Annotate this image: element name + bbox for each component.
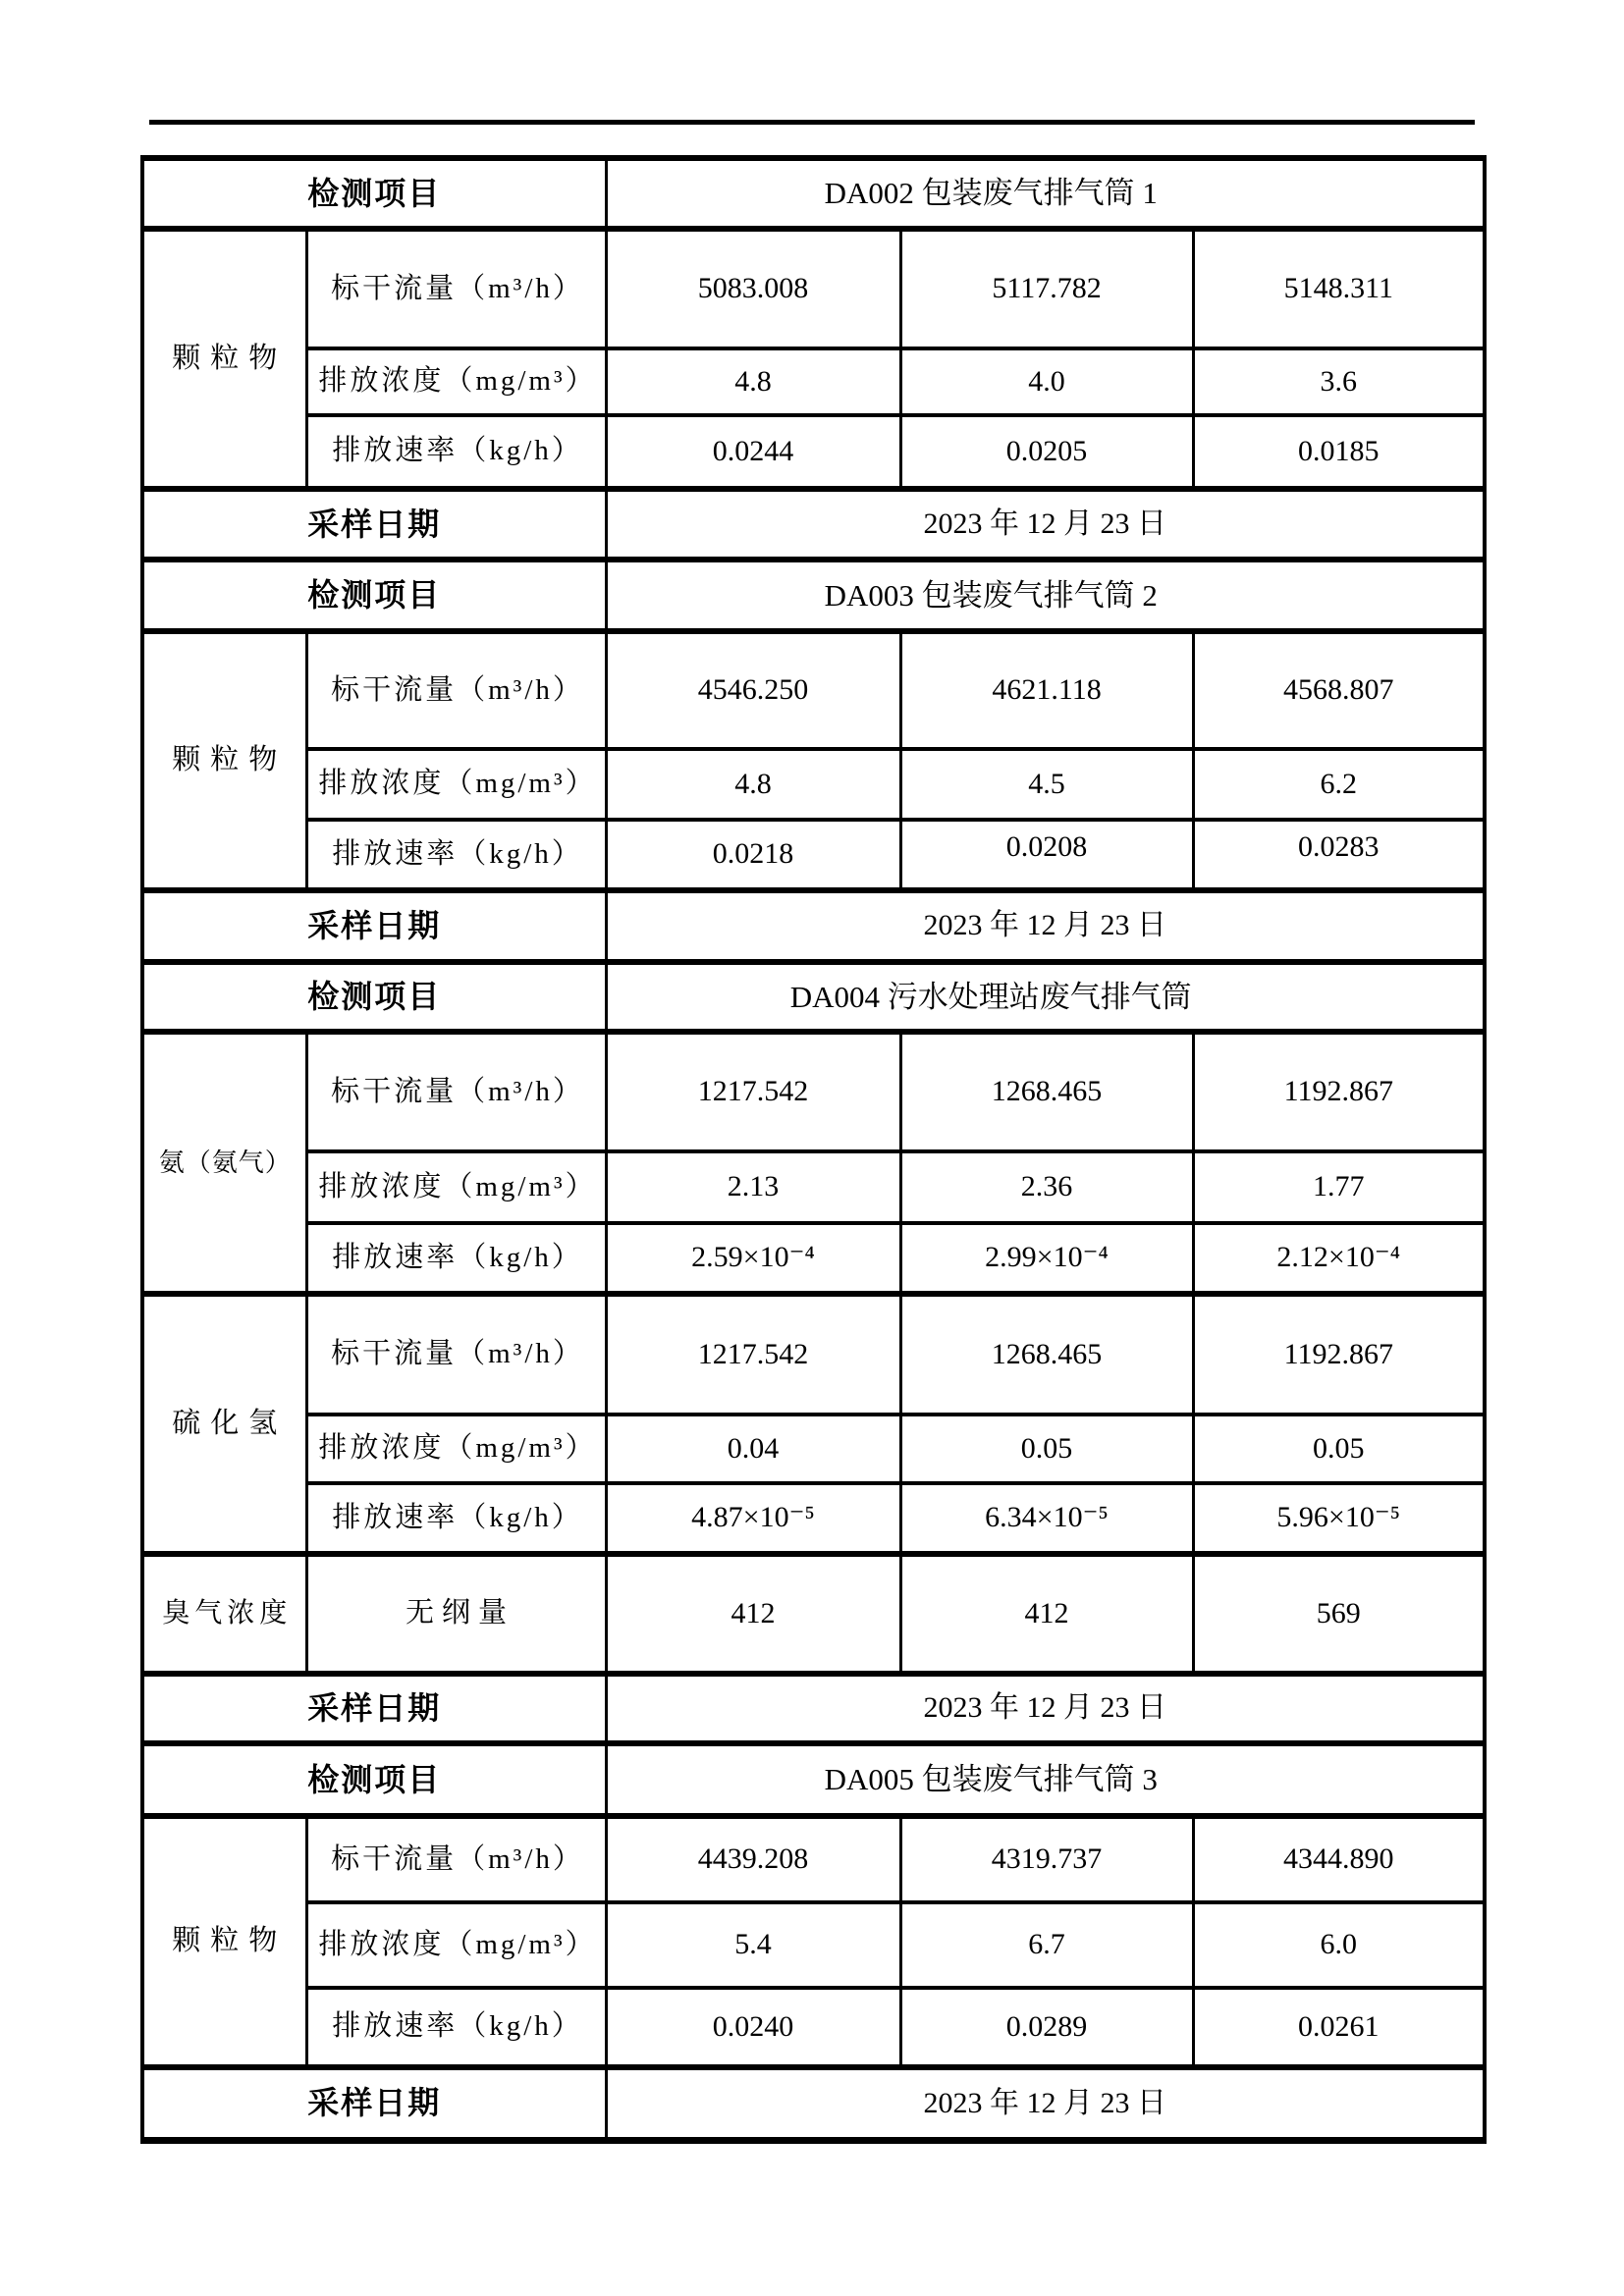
value-cell: 0.04 bbox=[606, 1415, 900, 1483]
param-label: 排放浓度（mg/m³） bbox=[306, 1415, 606, 1483]
value-cell: 0.0283 bbox=[1193, 820, 1485, 890]
sample-date-label: 采样日期 bbox=[142, 1674, 606, 1743]
value-cell: 0.0244 bbox=[606, 415, 900, 489]
value-cell: 4319.737 bbox=[900, 1816, 1193, 1902]
sample-date-value: 2023 年 12 月 23 日 bbox=[606, 890, 1485, 962]
table-row bbox=[142, 1415, 1485, 1483]
table-row bbox=[142, 820, 1485, 890]
value-cell: 5083.008 bbox=[606, 229, 900, 348]
param-label: 排放浓度（mg/m³） bbox=[306, 348, 606, 415]
pollutant-label: 硫化氢 bbox=[142, 1294, 306, 1554]
value-cell: 0.0289 bbox=[900, 1988, 1193, 2067]
value-cell: 412 bbox=[606, 1554, 900, 1674]
value-cell: 0.0208 bbox=[900, 820, 1193, 890]
test-item-header: 检测项目 bbox=[142, 158, 606, 229]
value-cell: 2.13 bbox=[606, 1151, 900, 1223]
value-cell: 2.59×10⁻⁴ bbox=[606, 1223, 900, 1294]
value-cell: 1192.867 bbox=[1193, 1294, 1485, 1415]
table-row bbox=[142, 1816, 1485, 1902]
value-cell: 0.0261 bbox=[1193, 1988, 1485, 2067]
table-row bbox=[142, 2067, 1485, 2140]
value-cell: 4546.250 bbox=[606, 631, 900, 749]
table-row bbox=[142, 1294, 1485, 1415]
test-item-header: 检测项目 bbox=[142, 962, 606, 1032]
value-cell: 5.4 bbox=[606, 1902, 900, 1988]
value-cell: 0.05 bbox=[1193, 1415, 1485, 1483]
value-cell: 0.05 bbox=[900, 1415, 1193, 1483]
value-cell: 2.12×10⁻⁴ bbox=[1193, 1223, 1485, 1294]
value-cell: 2.36 bbox=[900, 1151, 1193, 1223]
table-row bbox=[142, 631, 1485, 749]
value-cell: 5148.311 bbox=[1193, 229, 1485, 348]
value-cell: 4439.208 bbox=[606, 1816, 900, 1902]
table-row bbox=[142, 962, 1485, 1032]
table-row bbox=[142, 1674, 1485, 1743]
pollutant-label: 颗粒物 bbox=[142, 1816, 306, 2067]
param-label: 排放速率（kg/h） bbox=[306, 1483, 606, 1554]
value-cell: 412 bbox=[900, 1554, 1193, 1674]
table-row bbox=[142, 1032, 1485, 1151]
value-cell: 3.6 bbox=[1193, 348, 1485, 415]
value-cell: 6.2 bbox=[1193, 749, 1485, 820]
value-cell: 6.0 bbox=[1193, 1902, 1485, 1988]
param-label: 排放速率（kg/h） bbox=[306, 1223, 606, 1294]
table-row bbox=[142, 229, 1485, 348]
value-cell: 1217.542 bbox=[606, 1032, 900, 1151]
value-cell: 4568.807 bbox=[1193, 631, 1485, 749]
value-cell: 4.87×10⁻⁵ bbox=[606, 1483, 900, 1554]
param-label: 排放浓度（mg/m³） bbox=[306, 1902, 606, 1988]
param-label: 排放速率（kg/h） bbox=[306, 1988, 606, 2067]
pollutant-label: 颗粒物 bbox=[142, 631, 306, 890]
value-cell: 6.34×10⁻⁵ bbox=[900, 1483, 1193, 1554]
station-name: DA003 包装废气排气筒 2 bbox=[606, 560, 1485, 631]
value-cell: 0.0240 bbox=[606, 1988, 900, 2067]
value-cell: 1268.465 bbox=[900, 1032, 1193, 1151]
value-cell: 4.0 bbox=[900, 348, 1193, 415]
table-row bbox=[142, 1988, 1485, 2067]
param-label: 标干流量（m³/h） bbox=[306, 631, 606, 749]
station-name: DA005 包装废气排气筒 3 bbox=[606, 1743, 1485, 1816]
value-cell: 569 bbox=[1193, 1554, 1485, 1674]
pollutant-label: 氨（氨气） bbox=[142, 1032, 306, 1294]
value-cell: 0.0185 bbox=[1193, 415, 1485, 489]
sample-date-value: 2023 年 12 月 23 日 bbox=[606, 1674, 1485, 1743]
param-label: 排放速率（kg/h） bbox=[306, 820, 606, 890]
value-cell: 4621.118 bbox=[900, 631, 1193, 749]
param-label: 标干流量（m³/h） bbox=[306, 1294, 606, 1415]
value-cell: 1.77 bbox=[1193, 1151, 1485, 1223]
param-label: 无纲量 bbox=[306, 1554, 606, 1674]
value-cell: 1217.542 bbox=[606, 1294, 900, 1415]
table-row bbox=[142, 1223, 1485, 1294]
sample-date-value: 2023 年 12 月 23 日 bbox=[606, 2067, 1485, 2140]
emissions-report-table bbox=[140, 155, 1487, 2144]
station-name: DA002 包装废气排气筒 1 bbox=[606, 158, 1485, 229]
value-cell: 0.0218 bbox=[606, 820, 900, 890]
table-row bbox=[142, 1743, 1485, 1816]
value-cell: 5117.782 bbox=[900, 229, 1193, 348]
param-label: 标干流量（m³/h） bbox=[306, 1032, 606, 1151]
test-item-header: 检测项目 bbox=[142, 1743, 606, 1816]
param-label: 排放速率（kg/h） bbox=[306, 415, 606, 489]
sample-date-value: 2023 年 12 月 23 日 bbox=[606, 489, 1485, 560]
sample-date-label: 采样日期 bbox=[142, 890, 606, 962]
value-cell: 5.96×10⁻⁵ bbox=[1193, 1483, 1485, 1554]
table-row bbox=[142, 158, 1485, 229]
param-label: 标干流量（m³/h） bbox=[306, 229, 606, 348]
value-cell: 0.0205 bbox=[900, 415, 1193, 489]
page-header-rule bbox=[149, 120, 1475, 125]
value-cell: 2.99×10⁻⁴ bbox=[900, 1223, 1193, 1294]
table-row bbox=[142, 1902, 1485, 1988]
value-cell: 4.8 bbox=[606, 749, 900, 820]
value-cell: 1268.465 bbox=[900, 1294, 1193, 1415]
param-label: 标干流量（m³/h） bbox=[306, 1816, 606, 1902]
table-row bbox=[142, 890, 1485, 962]
station-name: DA004 污水处理站废气排气筒 bbox=[606, 962, 1485, 1032]
param-label: 排放浓度（mg/m³） bbox=[306, 749, 606, 820]
value-cell: 6.7 bbox=[900, 1902, 1193, 1988]
table-row bbox=[142, 1151, 1485, 1223]
sample-date-label: 采样日期 bbox=[142, 489, 606, 560]
pollutant-label: 臭气浓度 bbox=[142, 1554, 306, 1674]
value-cell: 4.8 bbox=[606, 348, 900, 415]
value-cell: 4344.890 bbox=[1193, 1816, 1485, 1902]
value-cell: 1192.867 bbox=[1193, 1032, 1485, 1151]
sample-date-label: 采样日期 bbox=[142, 2067, 606, 2140]
table-row bbox=[142, 560, 1485, 631]
table-row bbox=[142, 1554, 1485, 1674]
table-row bbox=[142, 348, 1485, 415]
table-row bbox=[142, 489, 1485, 560]
table-row bbox=[142, 749, 1485, 820]
test-item-header: 检测项目 bbox=[142, 560, 606, 631]
value-cell: 4.5 bbox=[900, 749, 1193, 820]
param-label: 排放浓度（mg/m³） bbox=[306, 1151, 606, 1223]
pollutant-label: 颗粒物 bbox=[142, 229, 306, 489]
table-row bbox=[142, 415, 1485, 489]
table-row bbox=[142, 1483, 1485, 1554]
